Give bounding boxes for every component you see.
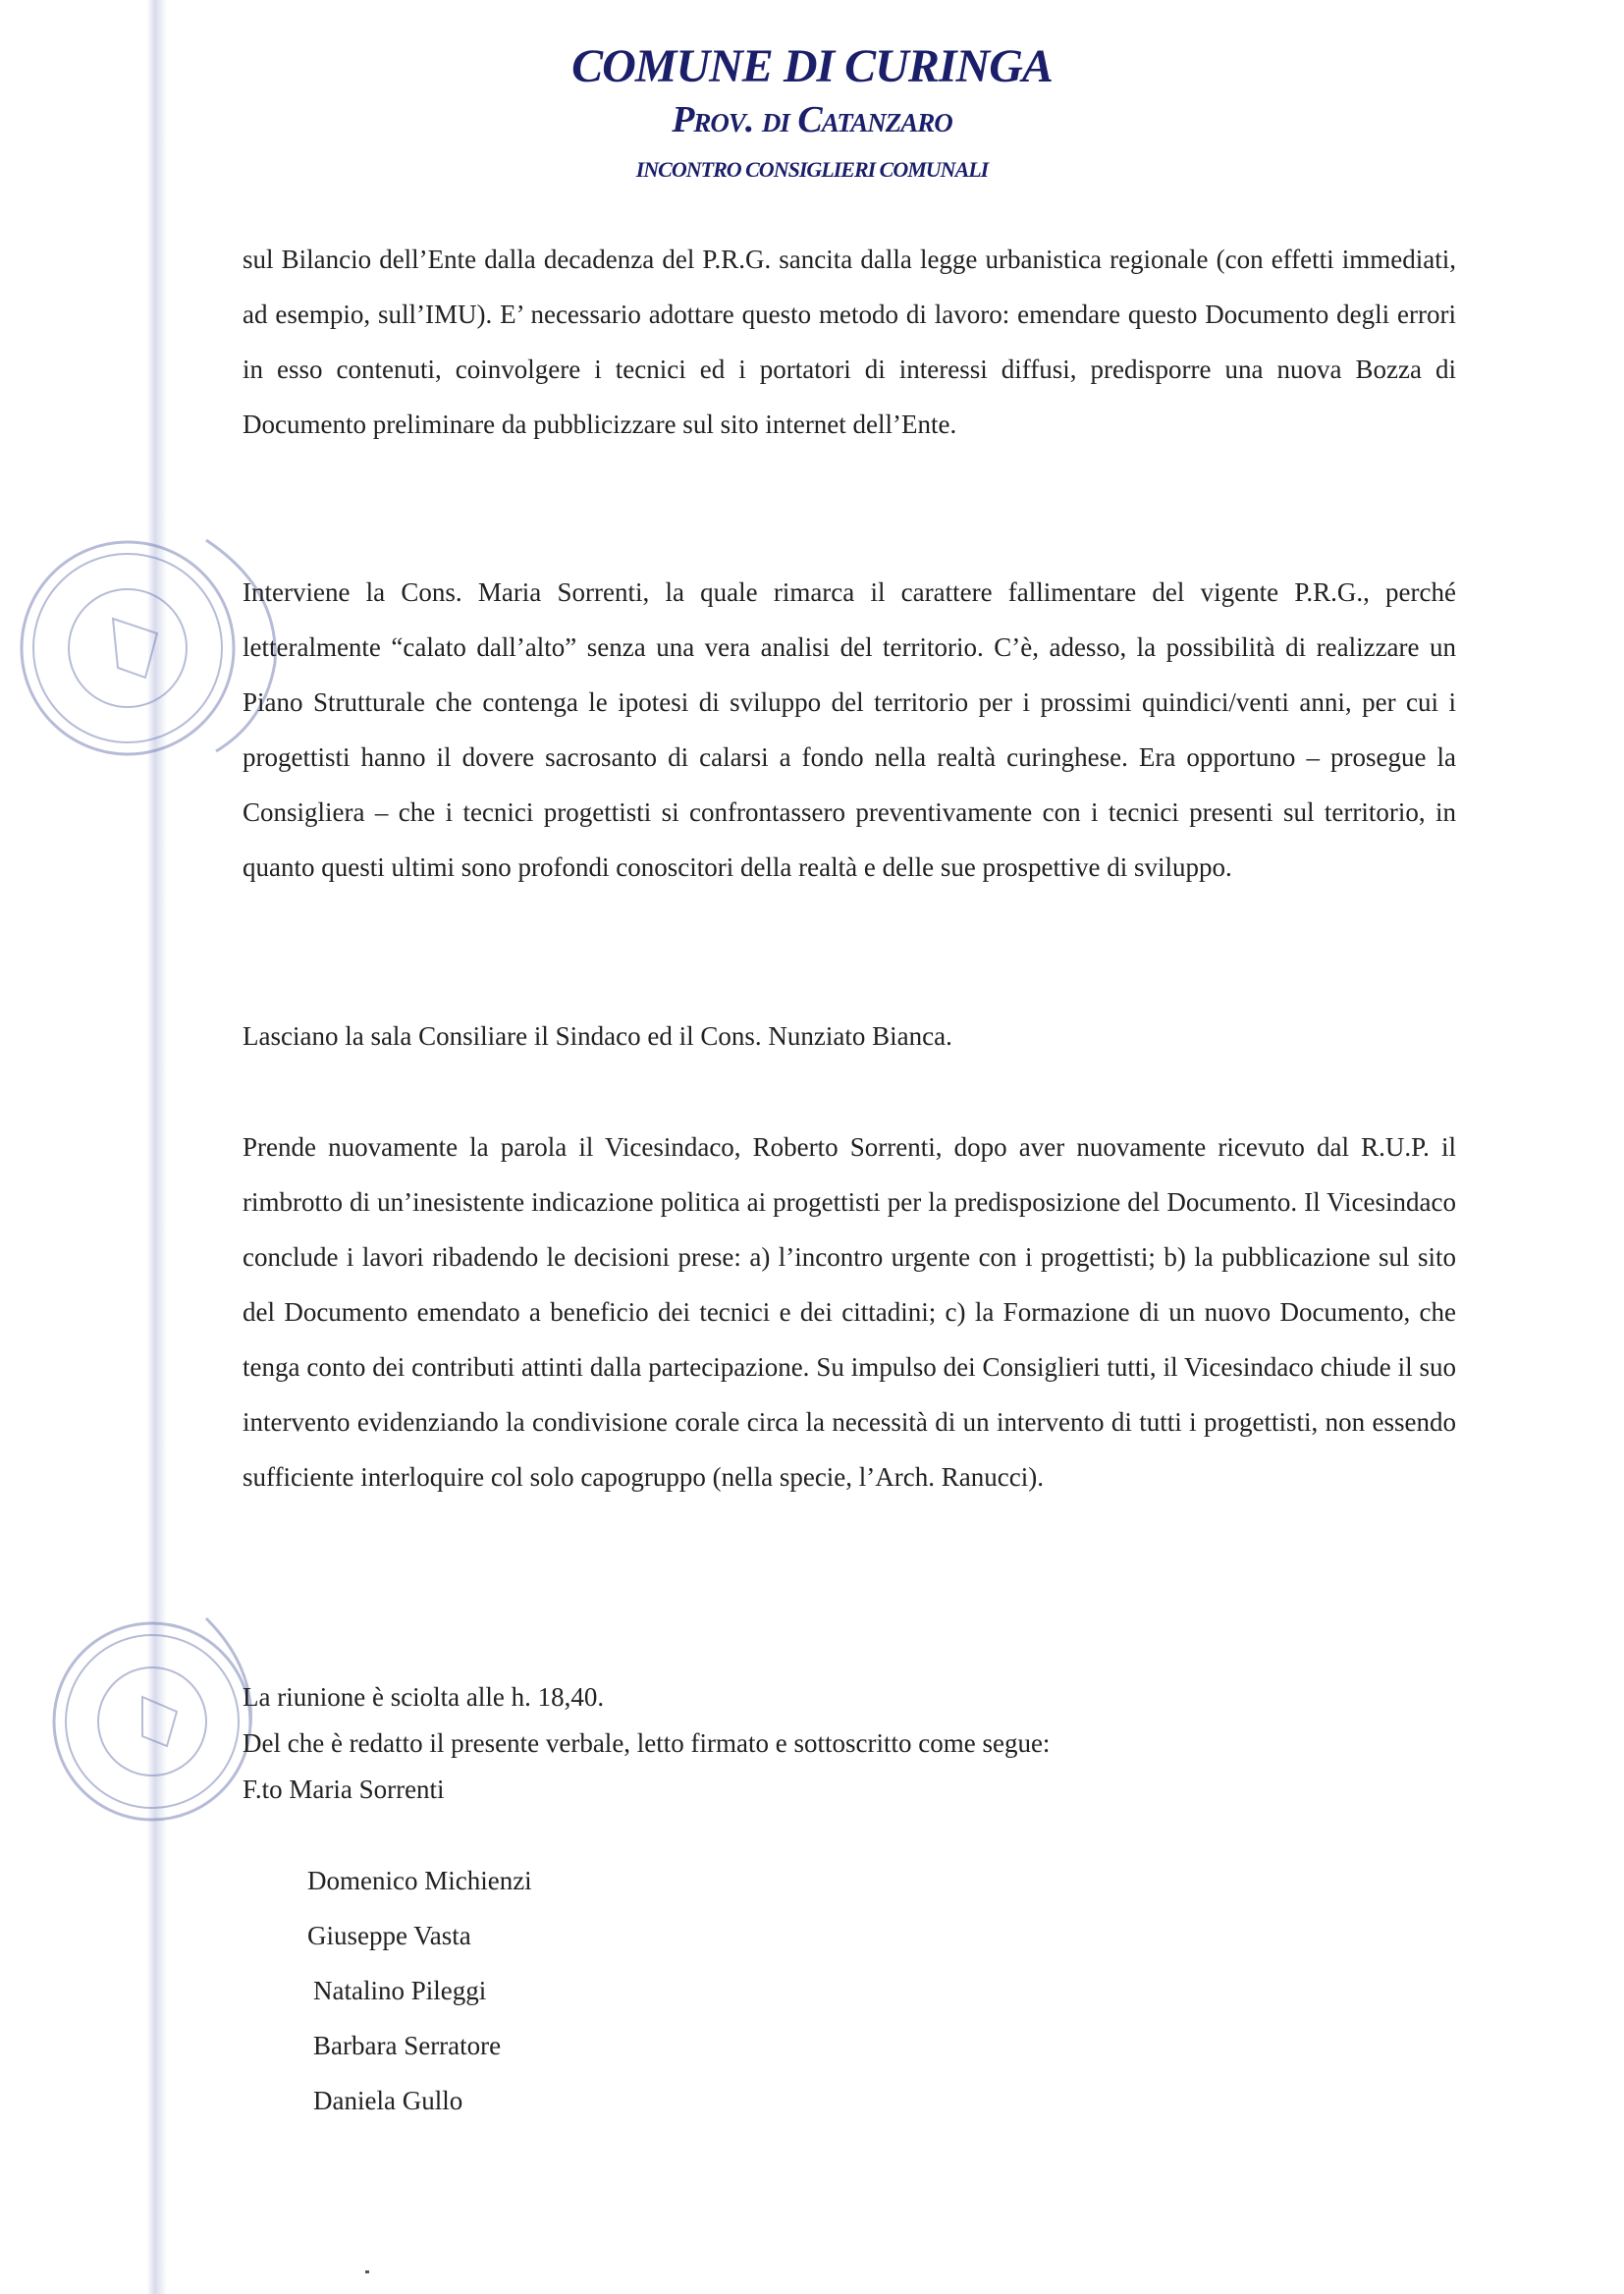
paragraph-verbale: Del che è redatto il presente verbale, letto firmato e sottoscritto come segue: [243, 1728, 1051, 1758]
paragraph-riunione-sciolta: La riunione è sciolta alle h. 18,40. [243, 1682, 605, 1712]
paragraph-bilancio: sul Bilancio dell’Ente dalla decadenza del P.R.G. sancita dalla legge urbanistica regionale (con effetti immediati, ad esempio, sull’IMU). E’ necessario adottare questo metodo di lavoro: emendare questo Documento degli errori in esso contenuti, coinvolgere i tecnici ed i portatori di interessi diffusi, predisporre una nuova Bozza di Documento preliminare da pubblicizzare sul sito internet dell’Ente. [243, 245, 1456, 439]
binding-shadow [0, 0, 167, 2294]
paragraph-vicesindaco: Prende nuovamente la parola il Vicesindaco, Roberto Sorrenti, dopo aver nuovamente ricevuto dal R.U.P. il rimbrotto di un’inesistente indicazione politica ai progettisti per la predisposizione del Documento. Il Vicesindaco conclude i lavori ribadendo le decisioni prese: a) l’incontro urgente con i progettisti; b) la pubblicazione sul sito del Documento emendato a beneficio dei tecnici e dei cittadini; c) la Formazione di un nuovo Documento, che tenga conto dei contributi attinti dalla partecipazione. Su impulso dei Consiglieri tutti, il Vicesindaco chiude il suo intervento evidenziando la condivisione corale circa la necessità di un intervento di tutti i progettisti, non essendo sufficiente interloquire col solo capogruppo (nella specie, l’Arch. Ranucci). [243, 1132, 1456, 1492]
footer-mark [365, 2270, 369, 2273]
paragraph-lasciano-sala: Lasciano la sala Consiliare il Sindaco ed il Cons. Nunziato Bianca. [243, 1021, 952, 1051]
meeting-title: INCONTRO CONSIGLIERI COMUNALI [635, 157, 989, 182]
signatory-name: Natalino Pileggi [313, 1976, 487, 2005]
signatory-first: F.to Maria Sorrenti [243, 1775, 445, 1804]
signatory-name: Domenico Michienzi [307, 1866, 532, 1895]
signatory-name: Daniela Gullo [313, 2086, 463, 2115]
signatory-name: Giuseppe Vasta [307, 1921, 471, 1950]
municipality-title: COMUNE DI CURINGA [571, 40, 1053, 92]
paragraph-intervento-sorrenti: Interviene la Cons. Maria Sorrenti, la quale rimarca il carattere fallimentare del vigente P.R.G., perché letteralmente “calato dall’alto” senza una vera analisi del territorio. C’è, adesso, la possibilità di realizzare un Piano Strutturale che contenga le ipotesi di sviluppo del territorio per i prossimi quindici/venti anni, per cui i progettisti hanno il dovere sacrosanto di calarsi a fondo nella realtà curinghese. Era opportuno – prosegue la Consigliera – che i tecnici progettisti si confrontassero preventivamente con i tecnici presenti sul territorio, in quanto questi ultimi sono profondi conoscitori della realtà e delle sue prospettive di sviluppo. [243, 577, 1456, 882]
province-subtitle: Prov. di Catanzaro [672, 99, 952, 140]
signatory-name: Barbara Serratore [313, 2031, 502, 2060]
